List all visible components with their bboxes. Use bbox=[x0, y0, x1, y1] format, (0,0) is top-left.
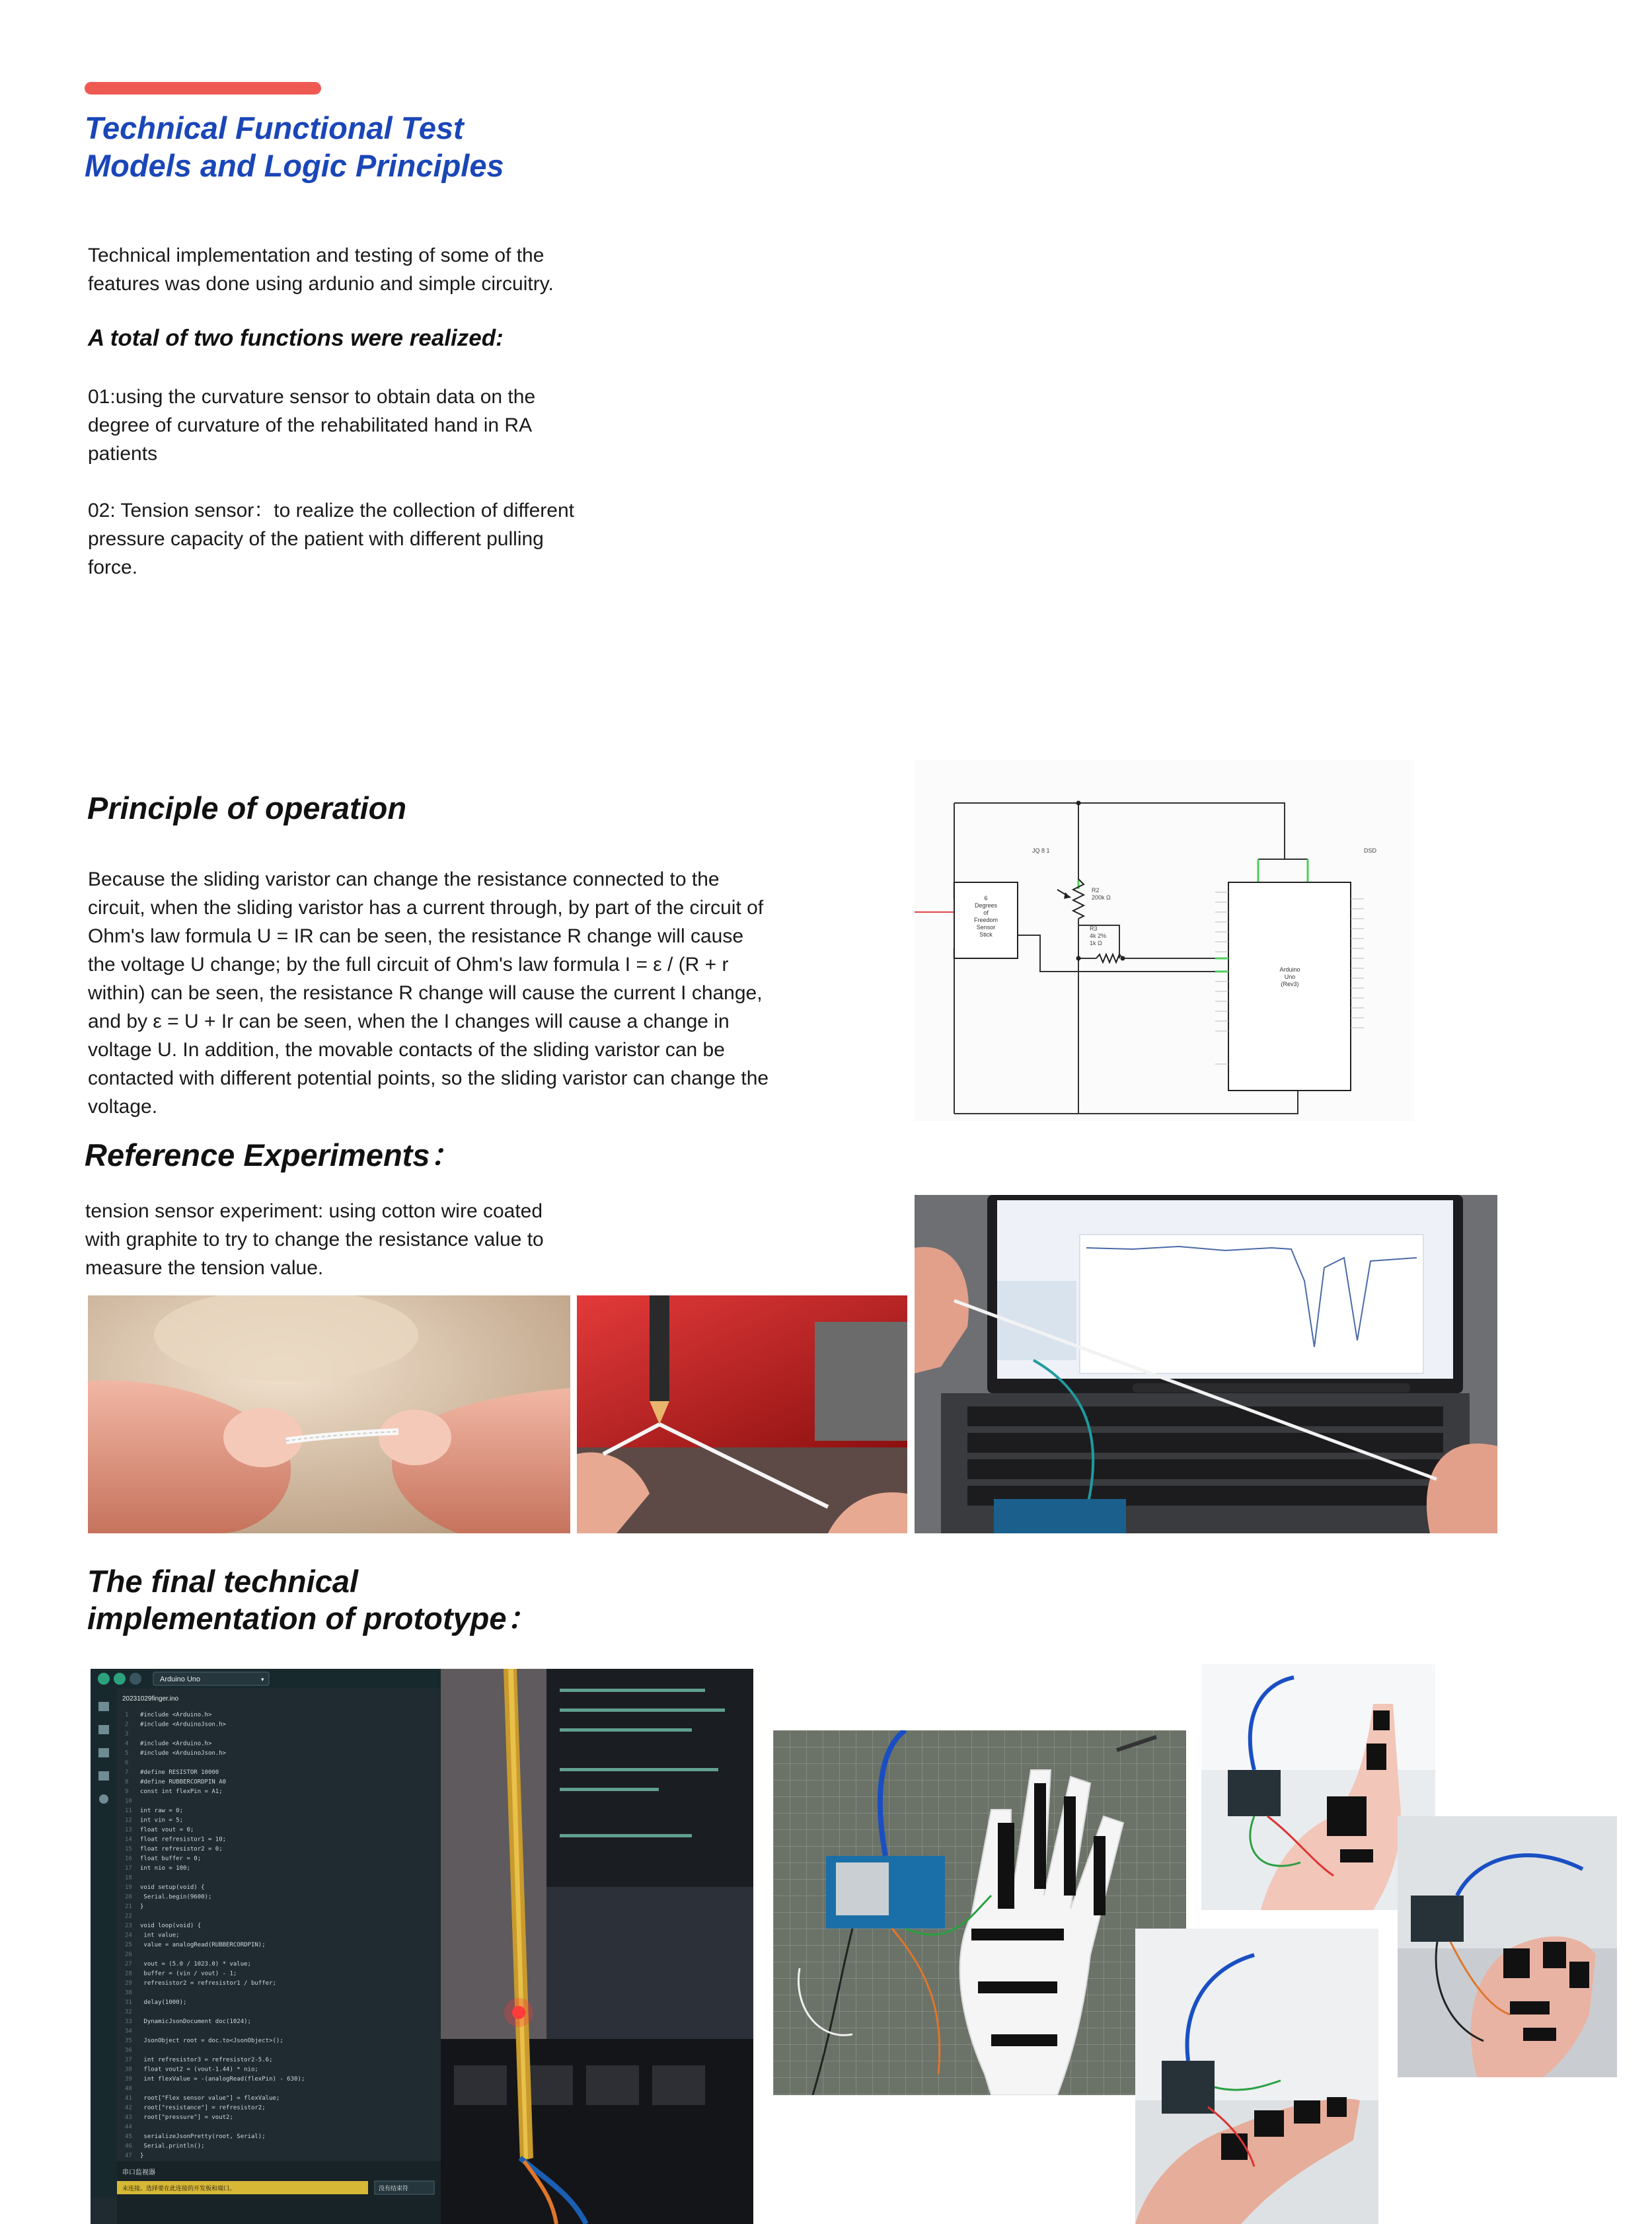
page-title-line1: Technical Functional Test bbox=[85, 110, 464, 145]
final-heading bbox=[87, 1563, 682, 1637]
code-line-number: 23 bbox=[125, 1923, 132, 1929]
code-line-number: 37 bbox=[125, 2057, 132, 2063]
circuit-corner-label: DSD bbox=[1364, 847, 1377, 854]
photo-glove-mat bbox=[773, 1730, 1186, 2095]
board-name: Arduino Uno bbox=[160, 1675, 201, 1683]
code-line-number: 20 bbox=[125, 1894, 132, 1901]
serial-monitor-tab: 串口监视器 bbox=[122, 2169, 155, 2176]
code-line-number: 4 bbox=[125, 1740, 129, 1747]
code-line-number: 39 bbox=[125, 2076, 132, 2083]
code-line-number: 1 bbox=[125, 1712, 129, 1718]
library-icon bbox=[98, 1748, 109, 1757]
board-label-0: Arduino bbox=[1279, 966, 1300, 973]
search-icon bbox=[99, 1794, 108, 1804]
functions-heading: A total of two functions were realized: bbox=[88, 325, 504, 351]
arduino-ide-screenshot bbox=[91, 1669, 441, 2224]
reference-heading: Reference Experiments： bbox=[85, 1137, 461, 1172]
final-heading-line1: The final technical bbox=[87, 1564, 359, 1599]
code-line: #define RUBBERCORDPIN A0 bbox=[140, 1779, 227, 1786]
resistor2-label-1: 4k 2% bbox=[1090, 933, 1107, 939]
code-line-number: 29 bbox=[125, 1980, 132, 1987]
code-line: root["pressure"] = vout2; bbox=[140, 2114, 233, 2121]
code-line: root["Flex sensor value"] = flexValue; bbox=[140, 2095, 280, 2102]
resistor-label-0: R2 bbox=[1092, 887, 1100, 894]
code-line: float buffer = 0; bbox=[140, 1855, 202, 1862]
code-line-number: 21 bbox=[125, 1903, 132, 1910]
line-ending-value: 没有结束符 bbox=[379, 2186, 409, 2192]
code-line-number: 33 bbox=[125, 2018, 132, 2025]
principle-text: Because the sliding varistor can change the resistance connected to the circuit, when the sliding varistor has a current through, by part of the circuit of Ohm's law formula U = IR can be seen, the resistance R change will cause the voltage U change; by the full circuit of Ohm's law formula I = ε / (R + r within) can be seen, the resistance R change will cause the current I change, and by ε = U + Ir can be seen, when the I changes will cause a change in voltage U. In addition, the movable contacts of the sliding varistor can be contacted with different potential points, so the sliding varistor can change the voltage. bbox=[88, 868, 769, 1118]
file-tab: 20231029finger.ino bbox=[122, 1695, 179, 1703]
code-line-number: 25 bbox=[125, 1942, 132, 1948]
sensor-label-2: of bbox=[983, 909, 989, 916]
code-line: int refresistor3 = refresistor2-5.6; bbox=[140, 2057, 273, 2063]
code-line-number: 14 bbox=[125, 1836, 132, 1843]
code-line-number: 24 bbox=[125, 1932, 132, 1939]
code-line: int flexValue = -(analogRead(flexPin) - 630); bbox=[140, 2076, 305, 2083]
code-line-number: 5 bbox=[125, 1750, 129, 1757]
code-line: float vout = 0; bbox=[140, 1827, 194, 1833]
circuit-diagram-svg bbox=[915, 760, 1414, 1121]
sensor-label-5: Stick bbox=[979, 931, 993, 938]
code-line-number: 42 bbox=[125, 2104, 132, 2112]
code-line: } bbox=[140, 1903, 144, 1910]
code-line-number: 7 bbox=[125, 1769, 129, 1776]
intro-text: Technical implementation and testing of some of the features was done using ardunio and simple circuitry. bbox=[88, 245, 554, 295]
final-heading-line2: implementation of prototype： bbox=[87, 1601, 538, 1636]
code-line-number: 18 bbox=[125, 1874, 132, 1882]
sketchbook-icon bbox=[98, 1702, 109, 1711]
code-line: float refresistor1 = 10; bbox=[140, 1836, 227, 1843]
code-line-number: 38 bbox=[125, 2066, 132, 2073]
code-line-number: 27 bbox=[125, 1961, 132, 1968]
code-line-number: 16 bbox=[125, 1855, 132, 1862]
code-line: #include <Arduino.h> bbox=[140, 1712, 212, 1718]
code-line: serializeJsonPretty(root, Serial); bbox=[140, 2133, 266, 2140]
code-line: value = analogRead(RUBBERCORDPIN); bbox=[140, 1942, 266, 1948]
code-line: void loop(void) { bbox=[140, 1923, 202, 1929]
boards-icon bbox=[98, 1725, 109, 1734]
resistor2-label-0: R3 bbox=[1090, 925, 1098, 932]
code-line: buffer = (vin / vout) - 1; bbox=[140, 1970, 237, 1977]
board-chevron-icon: ▾ bbox=[261, 1677, 264, 1683]
code-line-number: 26 bbox=[125, 1951, 132, 1958]
code-line-number: 12 bbox=[125, 1817, 132, 1824]
code-line: #include <Arduino.h> bbox=[140, 1740, 212, 1747]
code-line: int raw = 0; bbox=[140, 1808, 184, 1814]
code-line: root["resistance"] = refresistor2; bbox=[140, 2104, 266, 2112]
code-line: int value; bbox=[140, 1932, 180, 1939]
code-line: float vout2 = (vout-1.44) * nio; bbox=[140, 2066, 258, 2073]
circuit-top-label: JQ 8 1 bbox=[1032, 847, 1050, 854]
board-label-2: (Rev3) bbox=[1281, 981, 1299, 987]
code-line-number: 2 bbox=[125, 1721, 129, 1728]
code-line: JsonObject root = doc.to<JsonObject>(); bbox=[140, 2038, 283, 2044]
circuit-diagram bbox=[915, 760, 1414, 1121]
code-line-number: 10 bbox=[125, 1798, 132, 1805]
photo-fingers-wire bbox=[88, 1295, 570, 1533]
code-line-number: 9 bbox=[125, 1788, 129, 1795]
photo-hand-grip bbox=[1398, 1816, 1617, 2077]
code-line-number: 35 bbox=[125, 2038, 132, 2044]
code-line-number: 41 bbox=[125, 2095, 132, 2102]
sensor-label-1: Degrees bbox=[974, 902, 998, 909]
code-line: float refresistor2 = 0; bbox=[140, 1846, 223, 1853]
board-label-1: Uno bbox=[1284, 974, 1296, 980]
code-line: } bbox=[140, 2153, 144, 2159]
resistor2-label-2: 1k Ω bbox=[1090, 940, 1102, 946]
code-line-number: 45 bbox=[125, 2133, 132, 2140]
code-line-number: 30 bbox=[125, 1989, 132, 1997]
photo-flex-sensor bbox=[441, 1669, 753, 2224]
code-line-number: 28 bbox=[125, 1970, 132, 1977]
code-line-number: 8 bbox=[125, 1779, 129, 1786]
resistor-label-1: 200k Ω bbox=[1092, 894, 1111, 901]
code-line-number: 36 bbox=[125, 2047, 132, 2054]
code-line: void setup(void) { bbox=[140, 1884, 205, 1891]
function-01-text: 01:using the curvature sensor to obtain data on the degree of curvature of the rehabilitated hand in RA patients bbox=[88, 386, 536, 465]
code-line: DynamicJsonDocument doc(1024); bbox=[140, 2018, 251, 2025]
sensor-label-0: 6 bbox=[984, 895, 988, 901]
code-line-number: 32 bbox=[125, 2009, 132, 2016]
code-line: refresistor2 = refresistor1 / buffer; bbox=[140, 1980, 276, 1987]
code-line: #include <ArduinoJson.h> bbox=[140, 1721, 227, 1728]
code-line-number: 11 bbox=[125, 1808, 132, 1814]
upload-icon bbox=[114, 1673, 126, 1685]
code-line: vout = (5.0 / 1023.0) * value; bbox=[140, 1961, 251, 1968]
debug-panel-icon bbox=[98, 1771, 109, 1781]
code-line: #include <ArduinoJson.h> bbox=[140, 1750, 227, 1757]
code-line-number: 44 bbox=[125, 2124, 132, 2131]
page-title-line2: Models and Logic Principles bbox=[85, 148, 504, 183]
code-line: Serial.begin(9600); bbox=[140, 1894, 212, 1901]
status-text: 未连接。选择要在此连接的开发板和端口。 bbox=[122, 2186, 236, 2192]
code-line: const int flexPin = A1; bbox=[140, 1788, 223, 1795]
code-line-number: 3 bbox=[125, 1731, 129, 1738]
function-02-text: 02: Tension sensor：to realize the collection of different pressure capacity of the patient with different pulling force. bbox=[88, 500, 574, 578]
code-line-number: 15 bbox=[125, 1846, 132, 1853]
code-line-number: 13 bbox=[125, 1827, 132, 1833]
code-line: delay(1000); bbox=[140, 1999, 187, 2006]
reference-text: tension sensor experiment: using cotton wire coated with graphite to try to change the resistance value to measure the tension value. bbox=[85, 1200, 544, 1279]
sensor-label-4: Sensor bbox=[976, 924, 996, 931]
code-line-number: 17 bbox=[125, 1865, 132, 1872]
code-line-number: 19 bbox=[125, 1884, 132, 1891]
principle-heading: Principle of operation bbox=[87, 790, 407, 825]
photo-laptop-experiment bbox=[915, 1195, 1497, 1533]
code-line-number: 46 bbox=[125, 2143, 132, 2150]
page-title bbox=[85, 109, 679, 184]
sensor-label-3: Freedom bbox=[973, 917, 998, 923]
code-line-number: 34 bbox=[125, 2028, 132, 2035]
photo-vise-clamp bbox=[577, 1295, 907, 1533]
verify-icon bbox=[98, 1673, 110, 1685]
code-line-number: 47 bbox=[125, 2153, 132, 2159]
debug-icon bbox=[130, 1673, 141, 1685]
code-line: #define RESISTOR 10000 bbox=[140, 1769, 219, 1776]
code-line-number: 31 bbox=[125, 1999, 132, 2006]
accent-bar bbox=[85, 82, 321, 95]
code-line: Serial.println(); bbox=[140, 2143, 205, 2150]
photo-hand-front-view bbox=[1135, 1929, 1378, 2224]
code-line-number: 6 bbox=[125, 1759, 129, 1767]
code-line-number: 40 bbox=[125, 2085, 132, 2092]
code-line-number: 22 bbox=[125, 1913, 132, 1920]
code-line: int vin = 5; bbox=[140, 1817, 184, 1824]
code-line: int nio = 100; bbox=[140, 1865, 190, 1872]
code-line-number: 43 bbox=[125, 2114, 132, 2121]
